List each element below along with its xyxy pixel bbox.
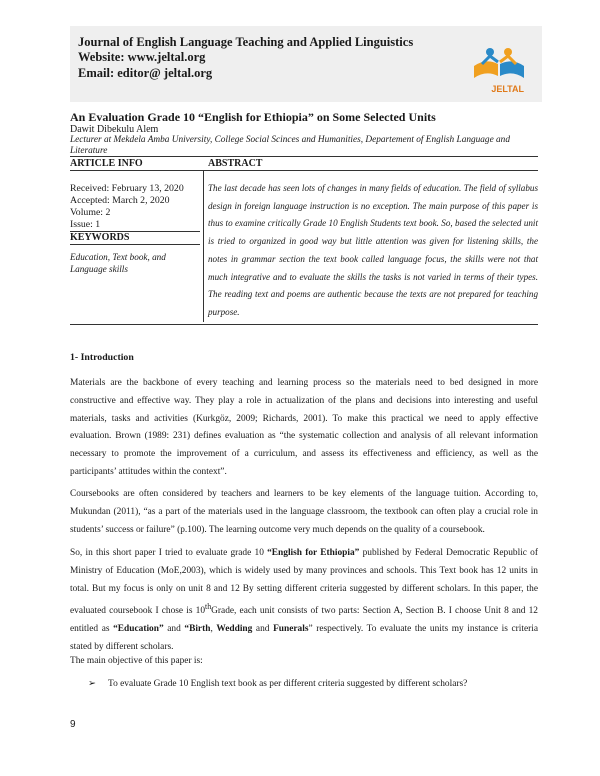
- article-title: An Evaluation Grade 10 “English for Ethiopia” on Some Selected Units: [70, 110, 436, 124]
- text-run: Grade, each unit consists of two parts: Section A, Section B. I choose Unit 8 and 12 entitled as: [70, 606, 538, 635]
- text-run: and: [163, 624, 185, 635]
- unit-title: Wedding: [216, 624, 253, 635]
- text-run: So, in this short paper I tried to evaluate grade 10: [70, 548, 268, 558]
- paragraph: Coursebooks are often considered by teachers and learners to be key elements of the language tuition. According to, Mukundan (2011), “as a part of the materials used in the language classroom, the textbook can often play a crucial role in students’ success or failure” (p.100). The learning outcome very much depends on the quality of a coursebook.: [70, 489, 538, 535]
- bullet-text: To evaluate Grade 10 English text book as per different criteria suggested by different scholars?: [108, 679, 468, 689]
- section-heading: 1- Introduction: [70, 352, 134, 363]
- keywords: Education, Text book, and Language skills: [70, 252, 166, 274]
- superscript: th: [205, 602, 212, 612]
- received-date: Received: February 13, 2020: [70, 183, 184, 194]
- text-run: and: [252, 624, 274, 635]
- logo-text: JELTAL: [491, 84, 524, 94]
- unit-title: Funerals: [273, 624, 309, 635]
- journal-website: Website: www.jeltal.org: [78, 50, 206, 64]
- book-title: “English for Ethiopia”: [267, 548, 360, 558]
- unit-title: “Education”: [113, 624, 164, 635]
- abstract-heading: ABSTRACT: [208, 158, 263, 169]
- article-info-heading: ARTICLE INFO: [70, 158, 143, 169]
- journal-email: Email: editor@ jeltal.org: [78, 66, 213, 80]
- journal-title: Journal of English Language Teaching and Applied Linguistics: [78, 35, 414, 49]
- arrow-bullet-icon: ➢: [88, 679, 96, 689]
- keywords-heading: KEYWORDS: [70, 232, 130, 243]
- text-run: published by Federal Democratic Republic of Ministry of Education (MoE,2003), which is widely used by many provinces and schools. This Text book has 12 units in total. But my focus is only on unit 8 and 12 By setting different criteria suggested by different scholars. In this paper, the evaluated coursebook I chose is 10: [70, 548, 538, 617]
- issue: Issue: 1: [70, 219, 101, 230]
- divider: [70, 170, 538, 171]
- abstract-text: The last decade has seen lots of changes in many fields of education. The field of syllabus design in foreign language instruction is no exception. The main purpose of this paper is thus to examine critically Grade 10 English Students text book. So, based the selected unit is tried to organized in good way but little attention was given for listening skills, the notes in grammar section the text book called language focus, the skills were not that much integrative and to evaluate the skills the tasks is not varied in terms of their types. The reading text and poems are authentic because the texts are not prepared for teaching purpose.: [208, 183, 538, 317]
- divider: [70, 156, 538, 157]
- paragraph: Materials are the backbone of every teaching and learning process so the materials need to bed designed in more constructive and effective way. They play a role in actualization of the plans and decisions into interesting and useful materials, tasks and activities (Kurkgöz, 2009; Richards, 2001). To make this practical we need to apply effective evaluation. Brown (1989: 231) defines evaluation as “the systematic collection and analysis of all relevant information necessary to promote the improvement of a curriculum, and assess its effectiveness and efficiency, as well as the participants’ attitudes within the context”.: [70, 378, 538, 477]
- text-run: ,: [210, 624, 217, 635]
- journal-header: [70, 26, 542, 102]
- bullet-item: [88, 678, 467, 689]
- volume: Volume: 2: [70, 207, 111, 218]
- author-affiliation: Lecturer at Mekdela Amba University, College Social Scinces and Humanities, Departement of English Language and Literature: [70, 135, 510, 156]
- divider: [70, 244, 200, 245]
- accepted-date: Accepted: March 2, 2020: [70, 195, 170, 206]
- column-divider: [203, 170, 204, 322]
- page-number: 9: [70, 719, 76, 730]
- paragraph: [70, 545, 538, 657]
- paragraph: The main objective of this paper is:: [70, 656, 203, 666]
- unit-title: “Birth: [184, 624, 211, 635]
- divider: [70, 324, 538, 325]
- text-run: ” respectively. To evaluate the units my instance is criteria stated by different scholars.: [70, 624, 538, 653]
- author-name: Dawit Dibekulu Alem: [70, 124, 159, 135]
